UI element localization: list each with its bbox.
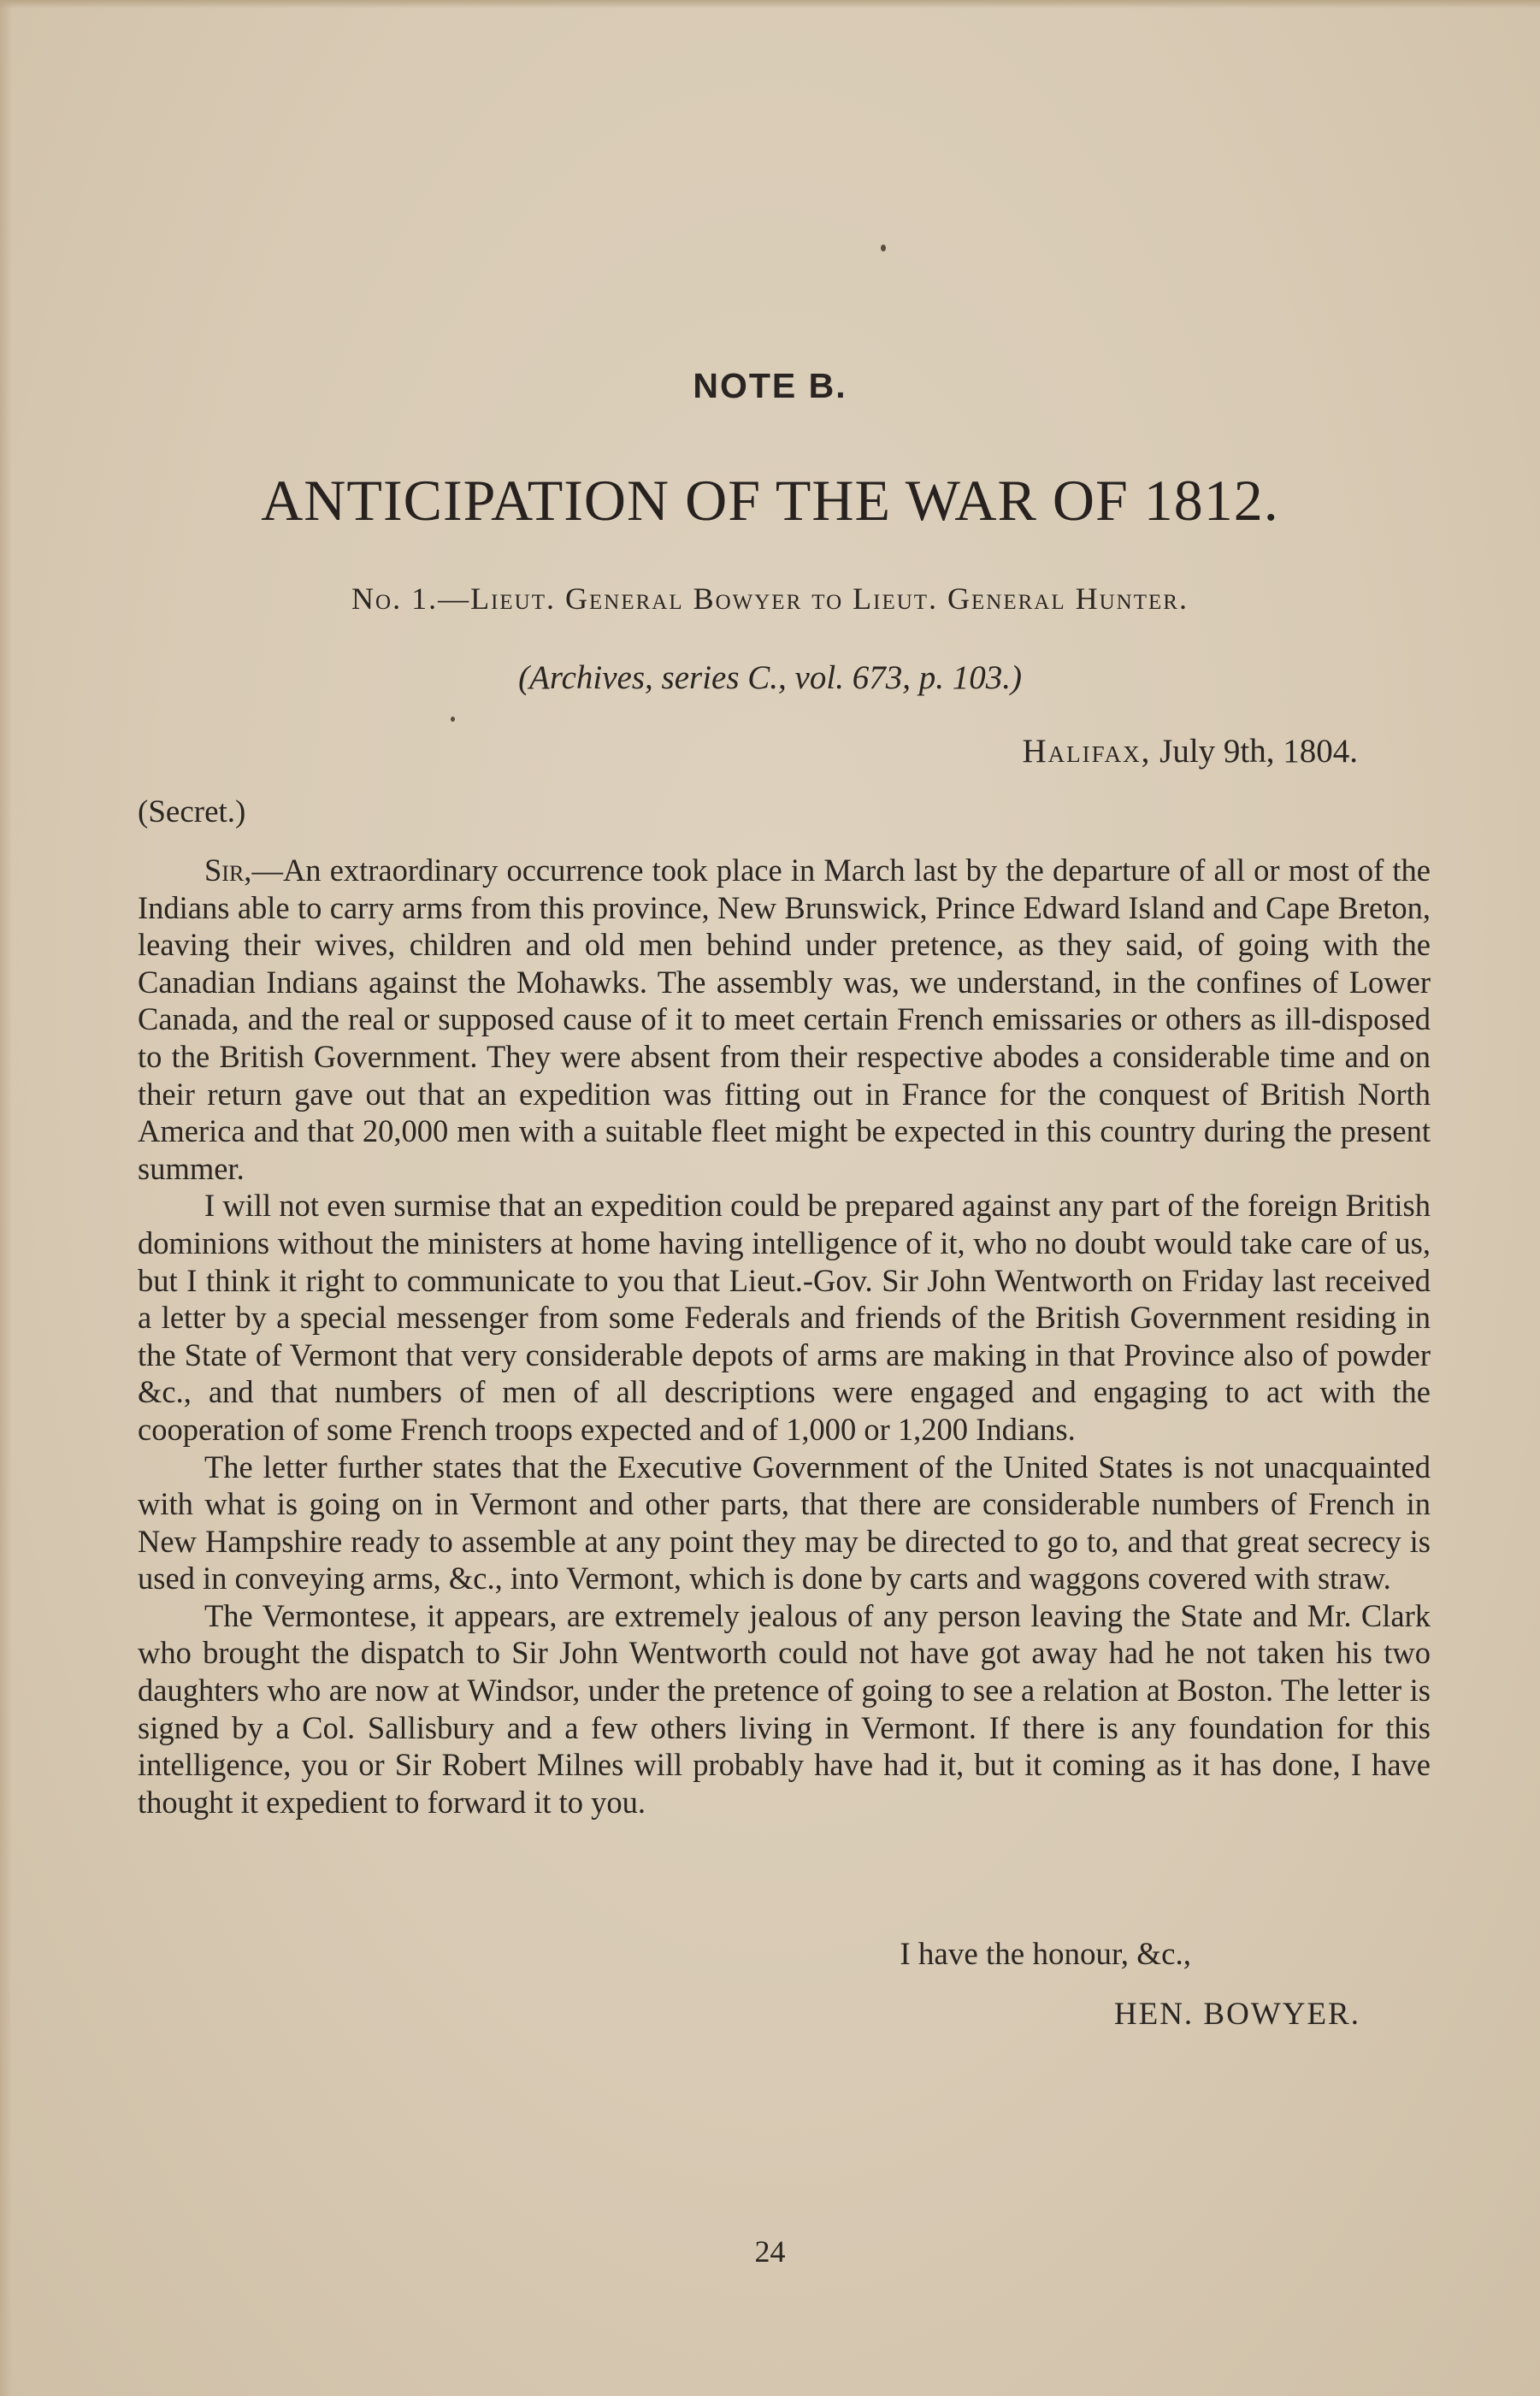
letter-heading: No. 1.—Lieut. General Bowyer to Lieut. General Hunter. bbox=[351, 581, 1189, 616]
dateline-place: Halifax, bbox=[1022, 733, 1152, 770]
dateline-date: July 9th, 1804. bbox=[1159, 733, 1358, 770]
note-label: NOTE B. bbox=[693, 366, 847, 405]
paragraph-text: —An extraordinary occurrence took place in March last by the departure of all or most of the Indians able to carry arms from this province, New Brunswick, Prince Edward Island and Cape Breton, leaving their wives, children and old men behind under pretence, as they said, of going with the Canadian Indians against the Mohawks. The assembly was, we understand, in the confines of Lower Canada, and the real or supposed cause of it to meet certain French emissaries or others as ill-disposed to the British Government. They were absent from their respective abodes a considerable time and on their return gave out that an expedition was fitting out in France for the conquest of British North America and that 20,000 men with a suitable fleet might be expected in this country during the present summer. bbox=[138, 853, 1431, 1186]
page-edge-shadow bbox=[0, 0, 12, 2396]
body-paragraph bbox=[138, 852, 1431, 1187]
body-paragraph: I will not even surmise that an expedition could be prepared against any part of the foreign British dominions without the ministers at home having intelligence of it, who no doubt would take care of us, but I think it right to communicate to you that Lieut.-Gov. Sir John Wentworth on Friday last received a letter by a special messenger from some Federals and friends of the British Government residing in the State of Vermont that very considerable depots of arms are making in that Province also of powder &c., and that numbers of men of all descriptions were engaged and engaging to act with the cooperation of some French troops expected and of 1,000 or 1,200 Indians. bbox=[138, 1188, 1431, 1447]
archive-source: (Archives, series C., vol. 673, p. 103.) bbox=[518, 659, 1022, 696]
body-paragraph: The letter further states that the Executive Government of the United States is not unacquainted with what is going on in Vermont and other parts, that there are considerable numbers of French in New Hampshire ready to assemble at any point they may be directed to go to, and that great secrecy is used in conveying arms, &c., into Vermont, which is done by carts and waggons covered with straw. bbox=[138, 1449, 1431, 1596]
ink-speck bbox=[881, 245, 886, 251]
signature: HEN. BOWYER. bbox=[1113, 1997, 1360, 2032]
body-paragraph: The Vermontese, it appears, are extremely jealous of any person leaving the State and Mr. Clark who brought the dispatch to Sir John Wentworth could not have got away had he not taken his two daughters who are now at Windsor, under the pretence of going to see a relation at Boston. The letter is signed by a Col. Sallisbury and a few others living in Vermont. If there is any foundation for this intelligence, you or Sir Robert Milnes will probably have had it, but it coming as it has done, I have thought it expedient to forward it to you. bbox=[138, 1597, 1431, 1820]
ink-speck bbox=[451, 717, 455, 722]
main-title: ANTICIPATION OF THE WAR OF 1812. bbox=[261, 468, 1279, 533]
closing: I have the honour, &c., bbox=[900, 1937, 1191, 1972]
page-top-edge bbox=[0, 0, 1540, 9]
salutation: Sir, bbox=[204, 853, 252, 888]
letter-body bbox=[138, 852, 1431, 1821]
secret-label: (Secret.) bbox=[138, 794, 246, 829]
dateline bbox=[1022, 732, 1358, 770]
page-number: 24 bbox=[754, 2234, 786, 2269]
